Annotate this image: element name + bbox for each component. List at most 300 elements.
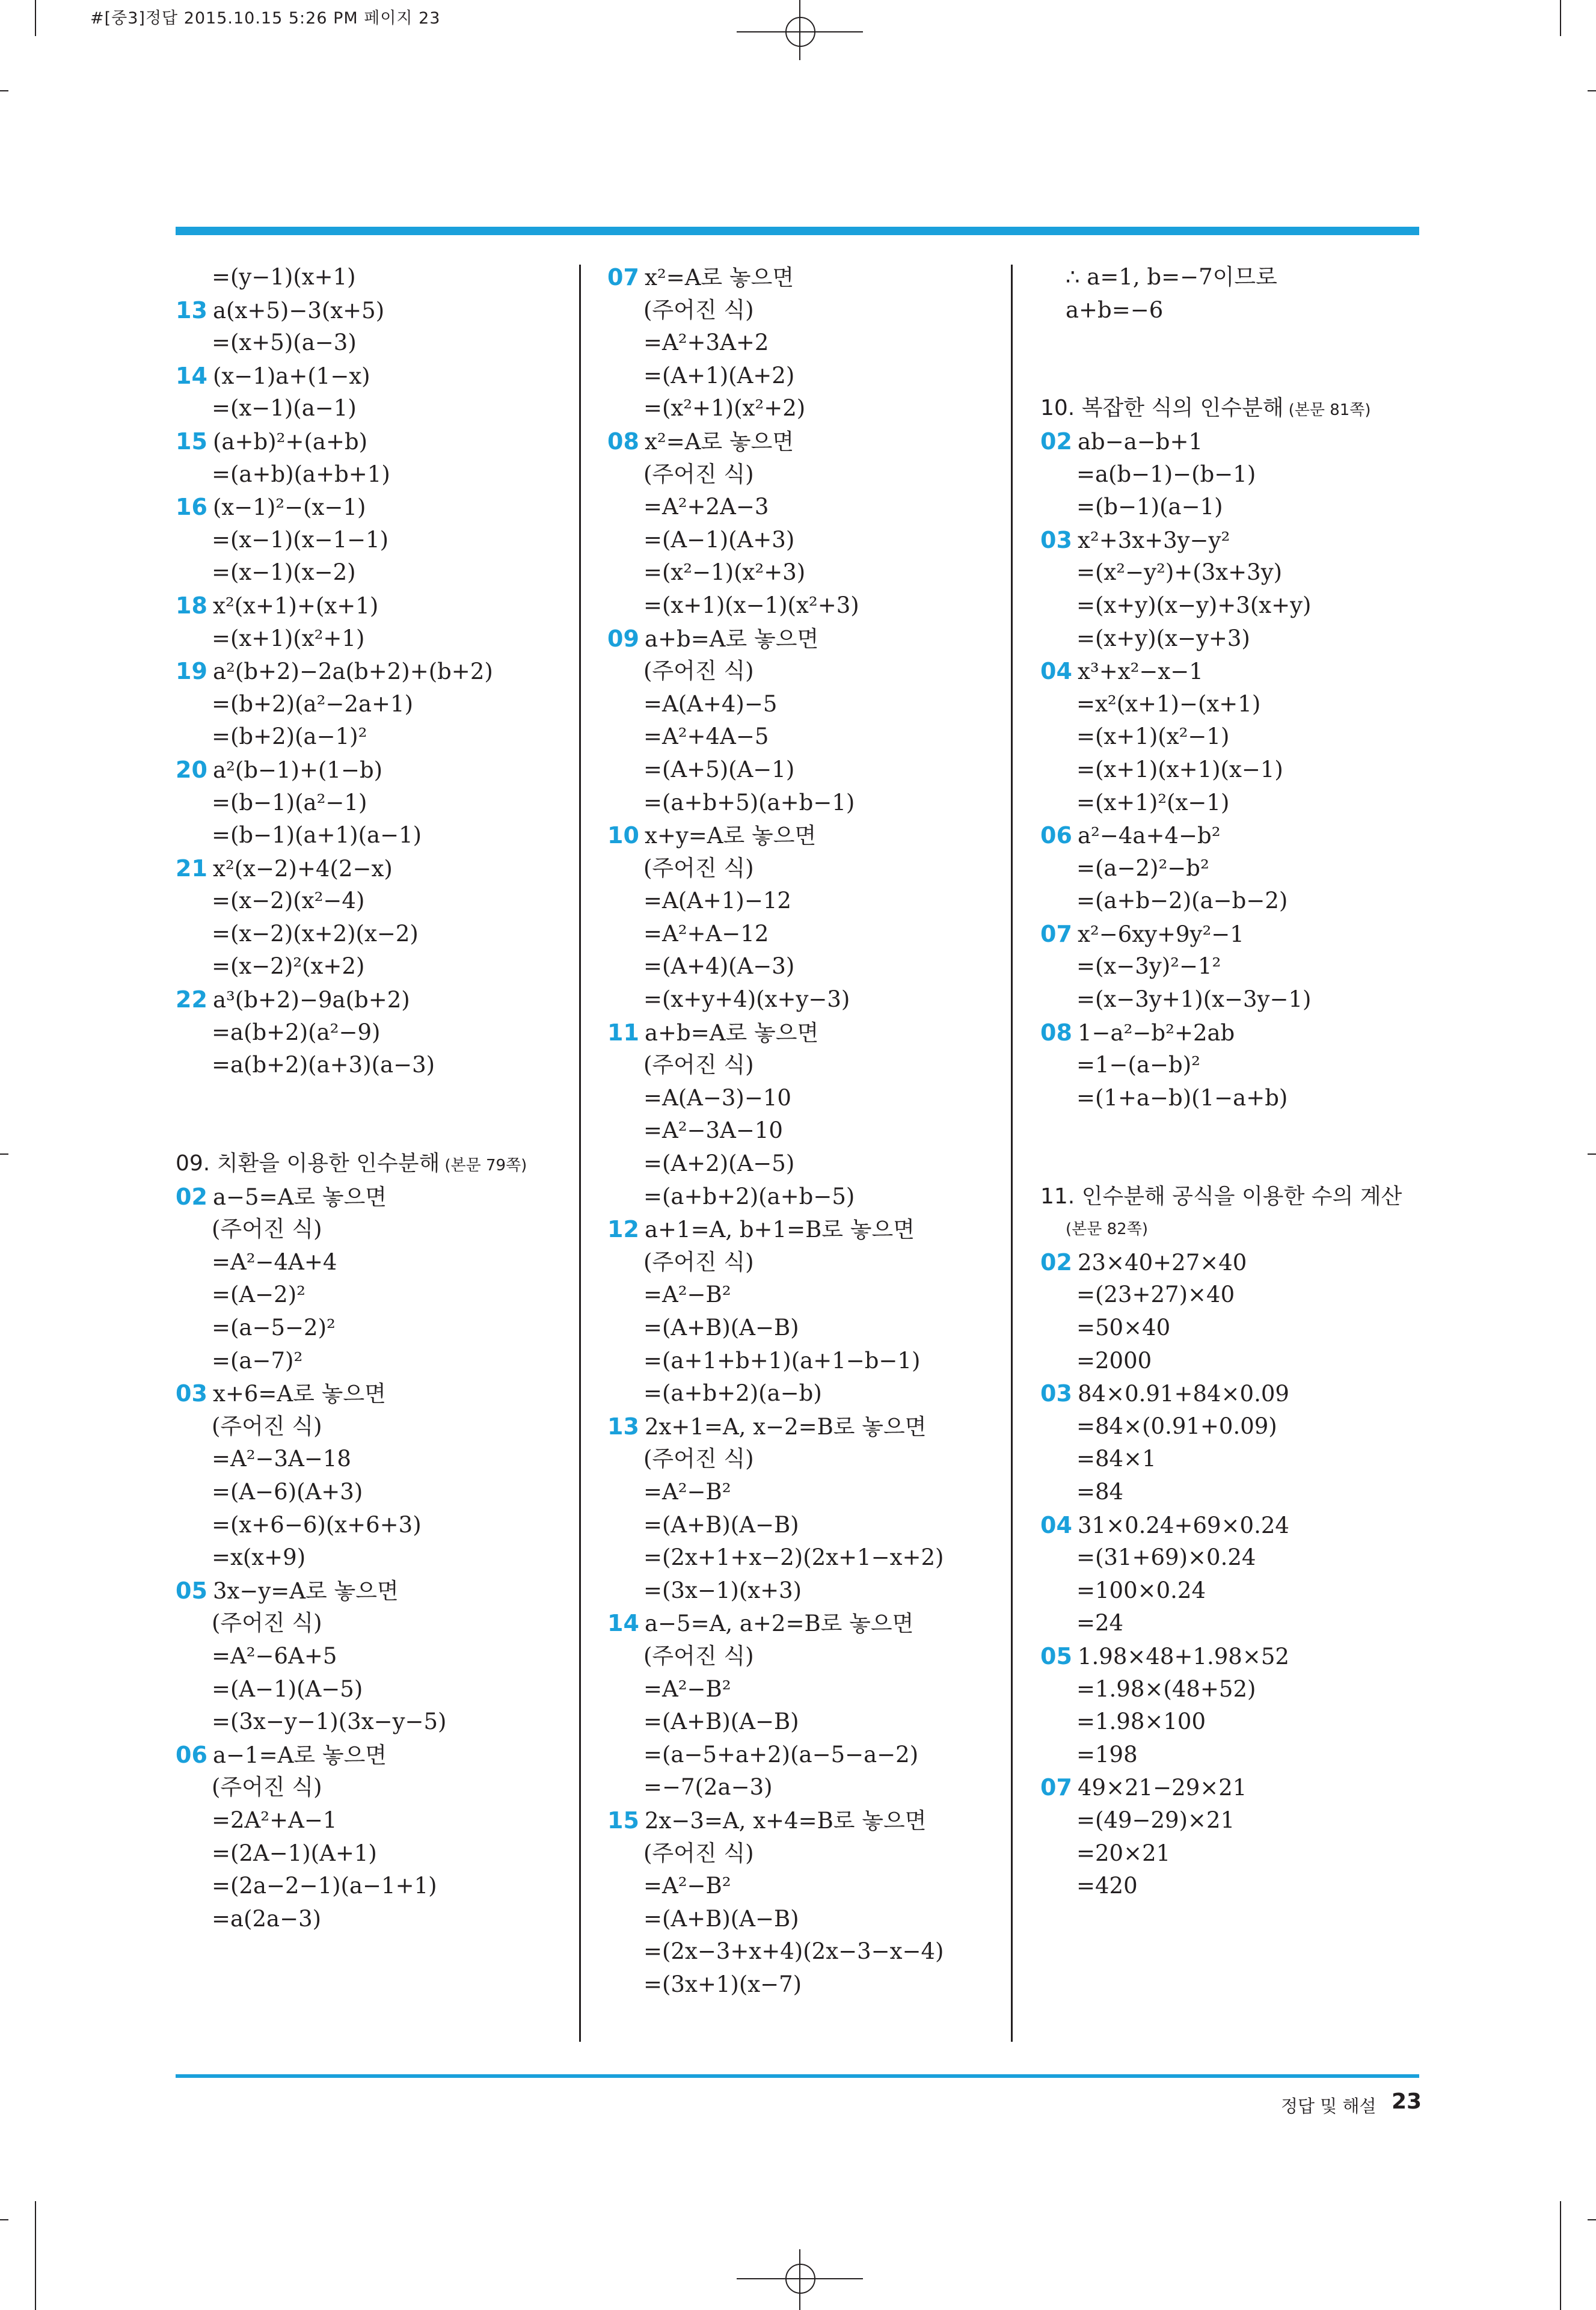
problem-number: 10 (607, 822, 639, 849)
crop-mark-bottom-left (35, 2201, 36, 2310)
solution-step-line (1040, 852, 1431, 885)
section-page-ref: (본문 82쪽) (1066, 1220, 1148, 1239)
crop-mark-top-right (1560, 0, 1561, 36)
math-expression: =(a+b+2)(a−b) (643, 1380, 822, 1407)
problem-number: 18 (176, 592, 207, 619)
math-expression: =A²−3A−10 (643, 1117, 783, 1144)
solution-step-line (1040, 885, 1431, 918)
math-expression: 1.98×48+1.98×52 (1078, 1643, 1289, 1670)
math-expression: =−7(2a−3) (643, 1774, 773, 1801)
solution-step-line (607, 327, 998, 360)
section-heading (1040, 392, 1431, 425)
math-expression: 1−a²−b²+2ab (1078, 1019, 1235, 1046)
solution-step-line (607, 1968, 998, 2001)
solution-step-line (607, 294, 998, 327)
problem-number: 07 (607, 264, 639, 290)
math-expression: =(A−2)² (212, 1282, 305, 1308)
solution-step-line (176, 885, 566, 918)
math-expression: (주어진 식) (643, 855, 754, 881)
math-expression: =A²−B² (643, 1282, 731, 1308)
problem-number: 16 (176, 494, 207, 521)
math-expression: =(b−1)(a−1) (1076, 494, 1223, 520)
math-expression: =(a+b)(a+b+1) (212, 461, 390, 487)
solution-step-line (607, 360, 998, 393)
column-divider-2 (1011, 265, 1013, 2042)
section-page-ref: (본문 79쪽) (444, 1157, 527, 1175)
solution-step-line (607, 1082, 998, 1115)
math-expression: =(2x+1+x−2)(2x+1−x+2) (643, 1544, 944, 1571)
math-expression: (a+b)²+(a+b) (213, 428, 368, 455)
math-expression: (주어진 식) (212, 1774, 322, 1801)
math-expression: =(A+B)(A−B) (643, 1511, 799, 1538)
footer-label: 정답 및 해설 (1281, 2096, 1377, 2116)
solution-step-line (607, 1509, 998, 1542)
math-expression: (주어진 식) (643, 1446, 754, 1472)
solution-step-line (1040, 720, 1431, 754)
math-expression: =(x+6−6)(x+6+3) (212, 1511, 422, 1538)
problem-number: 06 (1040, 822, 1072, 849)
problem-line (607, 1607, 998, 1640)
math-expression: =(x+y)(x−y)+3(x+y) (1076, 592, 1312, 618)
solution-step-line (176, 1804, 566, 1837)
solution-step-line (1040, 1870, 1431, 1903)
solution-step-line (607, 885, 998, 918)
solution-step-line (1040, 1541, 1431, 1574)
math-expression: =(x−3y+1)(x−3y−1) (1076, 986, 1312, 1013)
problem-number: 22 (176, 986, 207, 1013)
solution-step-line (1040, 294, 1431, 327)
solution-step-line (1040, 1837, 1431, 1870)
problem-line (1040, 819, 1431, 852)
math-expression: (주어진 식) (643, 461, 754, 487)
solution-step-line (607, 458, 998, 491)
solution-step-line (607, 655, 998, 688)
math-expression: =A²+2A−3 (643, 494, 769, 520)
problem-number: 07 (1040, 920, 1072, 947)
solution-step-line (176, 261, 566, 294)
math-expression: (주어진 식) (212, 1413, 322, 1439)
math-expression: =(A+B)(A−B) (643, 1905, 799, 1932)
problem-number: 13 (176, 296, 207, 324)
math-expression: (x−1)²−(x−1) (213, 494, 366, 521)
solution-step-line (607, 1181, 998, 1214)
answer-column-2 (607, 261, 998, 2001)
solution-step-line (1040, 458, 1431, 491)
solution-step-line (1040, 1673, 1431, 1706)
math-expression: a+b=A로 놓으면 (645, 625, 819, 652)
solution-step-line (1040, 754, 1431, 787)
solution-step-line (607, 852, 998, 885)
math-expression: =(b−1)(a+1)(a−1) (212, 822, 422, 849)
problem-line (607, 261, 998, 294)
solution-step-line (607, 1476, 998, 1509)
problem-number: 02 (1040, 1249, 1072, 1276)
math-expression: =24 (1076, 1610, 1124, 1636)
solution-step-line (176, 1279, 566, 1312)
math-expression: =84×(0.91+0.09) (1076, 1413, 1277, 1439)
solution-step-line (176, 1312, 566, 1345)
problem-line (607, 1016, 998, 1049)
math-expression: =2000 (1076, 1347, 1152, 1374)
solution-step-line (176, 1049, 566, 1082)
blank-line (176, 1082, 566, 1115)
math-expression: =A²−B² (643, 1676, 731, 1702)
solution-step-line (176, 622, 566, 656)
solution-step-line (176, 1837, 566, 1870)
solution-step-line (607, 1312, 998, 1345)
solution-step-line (1040, 622, 1431, 656)
math-expression: =84 (1076, 1478, 1124, 1505)
solution-step-line (607, 1541, 998, 1574)
solution-step-line (607, 754, 998, 787)
math-expression: x²+3x+3y−y² (1078, 527, 1230, 553)
solution-step-line (607, 1574, 998, 1608)
solution-step-line (607, 1114, 998, 1147)
math-expression: =(49−29)×21 (1076, 1807, 1235, 1833)
solution-step-line (607, 1739, 998, 1772)
math-expression: =(a−2)²−b² (1076, 855, 1209, 881)
solution-step-line (607, 787, 998, 820)
solution-step-line (607, 1246, 998, 1279)
solution-step-line (176, 1213, 566, 1246)
solution-step-line (176, 392, 566, 425)
solution-step-line (176, 787, 566, 820)
math-expression: =a(b+2)(a+3)(a−3) (212, 1052, 435, 1078)
problem-line (176, 655, 566, 688)
solution-step-line (607, 1870, 998, 1903)
math-expression: =(x²+1)(x²+2) (643, 395, 806, 422)
solution-step-line (176, 918, 566, 951)
problem-line (176, 852, 566, 885)
problem-line (607, 425, 998, 458)
math-expression: (주어진 식) (212, 1610, 322, 1636)
math-expression: =(A+5)(A−1) (643, 756, 795, 782)
problem-number: 07 (1040, 1774, 1072, 1801)
solution-step-line (607, 1279, 998, 1312)
math-expression: =a(2a−3) (212, 1905, 322, 1932)
math-expression: =(3x+1)(x−7) (643, 1971, 802, 1997)
problem-line (1040, 918, 1431, 951)
math-expression: =1.98×(48+52) (1076, 1676, 1256, 1702)
problem-number: 03 (1040, 1380, 1072, 1407)
math-expression: x²=A로 놓으면 (645, 265, 794, 290)
problem-number: 20 (176, 756, 207, 783)
math-expression: =(x−2)(x+2)(x−2) (212, 920, 419, 947)
problem-line (1040, 1377, 1431, 1410)
problem-number: 03 (1040, 526, 1072, 553)
solution-step-line (1040, 556, 1431, 589)
solution-step-line (176, 950, 566, 983)
math-expression: a²−4a+4−b² (1078, 823, 1221, 849)
math-expression: =(a−5+a+2)(a−5−a−2) (643, 1741, 919, 1768)
solution-step-line (1040, 1739, 1431, 1772)
problem-line (1040, 524, 1431, 557)
math-expression: =A(A−3)−10 (643, 1084, 791, 1111)
math-expression: x+6=A로 놓으면 (213, 1381, 386, 1407)
problem-number: 06 (176, 1741, 207, 1768)
math-expression: =100×0.24 (1076, 1577, 1206, 1603)
problem-number: 15 (176, 428, 207, 455)
math-expression: (주어진 식) (643, 1840, 754, 1866)
solution-step-line (1040, 1476, 1431, 1509)
blank-line (1040, 1147, 1431, 1181)
crop-mark-mid-left (0, 1153, 8, 1155)
math-expression: =(1+a−b)(1−a+b) (1076, 1084, 1288, 1111)
math-expression: x²=A로 놓으면 (645, 428, 794, 455)
solution-step-line (607, 556, 998, 589)
math-expression: =(x+y+4)(x+y−3) (643, 986, 850, 1013)
math-expression: =(x+1)²(x−1) (1076, 789, 1230, 816)
solution-step-line (607, 1640, 998, 1673)
solution-step-line (176, 1509, 566, 1542)
solution-step-line (1040, 1443, 1431, 1476)
math-expression: =(2A−1)(A+1) (212, 1840, 377, 1866)
math-expression: a(x+5)−3(x+5) (213, 297, 385, 324)
solution-step-line (1040, 1804, 1431, 1837)
math-expression: a+b=−6 (1066, 296, 1164, 323)
math-expression: =(x+1)(x²−1) (1076, 723, 1230, 750)
problem-line (1040, 1509, 1431, 1542)
solution-step-line (176, 1476, 566, 1509)
problem-number: 04 (1040, 1511, 1072, 1538)
solution-step-line (1040, 1082, 1431, 1115)
solution-step-line (1040, 261, 1431, 294)
math-expression: 49×21−29×21 (1078, 1775, 1247, 1801)
math-expression: x+y=A로 놓으면 (645, 823, 817, 849)
math-expression: =(x−3y)²−1² (1076, 953, 1221, 980)
solution-step-line (176, 327, 566, 360)
solution-step-line (176, 1443, 566, 1476)
math-expression: =(a+b−2)(a−b−2) (1076, 888, 1288, 914)
math-expression: a−1=A로 놓으면 (213, 1742, 387, 1768)
math-expression: =x²(x+1)−(x+1) (1076, 690, 1261, 717)
math-expression: =(x+5)(a−3) (212, 330, 357, 356)
math-expression: =(x−2)²(x+2) (212, 953, 365, 980)
math-expression: (주어진 식) (643, 1642, 754, 1669)
math-expression: 3x−y=A로 놓으면 (213, 1577, 399, 1604)
solution-step-line (607, 1706, 998, 1739)
problem-line (176, 491, 566, 524)
math-expression: =(A−1)(A+3) (643, 526, 795, 553)
problem-line (176, 1739, 566, 1772)
solution-step-line (176, 1673, 566, 1706)
solution-step-line (607, 1443, 998, 1476)
crop-mark-bottom-left-h (0, 2219, 8, 2220)
problem-number: 05 (1040, 1642, 1072, 1670)
math-expression: a−5=A로 놓으면 (213, 1184, 387, 1210)
problem-line (607, 1213, 998, 1246)
math-expression: =A²+4A−5 (643, 723, 769, 750)
solution-step-line (1040, 983, 1431, 1016)
math-expression: a²(b+2)−2a(b+2)+(b+2) (213, 659, 493, 685)
problem-number: 11 (607, 1019, 639, 1046)
solution-step-line (607, 1673, 998, 1706)
solution-step-line (176, 1640, 566, 1673)
solution-step-line (1040, 1345, 1431, 1378)
problem-number: 09 (607, 625, 639, 652)
math-expression: =x(x+9) (212, 1544, 306, 1571)
math-expression: =A(A+4)−5 (643, 690, 778, 717)
solution-step-line (1040, 688, 1431, 721)
math-expression: =2A²+A−1 (212, 1807, 337, 1833)
solution-step-line (176, 1345, 566, 1378)
math-expression: =(x²−1)(x²+3) (643, 559, 806, 586)
crop-mark-bottom-right-h (1588, 2219, 1596, 2220)
problem-number: 04 (1040, 658, 1072, 685)
solution-step-line (176, 720, 566, 754)
math-expression: =a(b−1)−(b−1) (1076, 461, 1256, 487)
solution-step-line (176, 556, 566, 589)
math-expression: =(b−1)(a²−1) (212, 789, 367, 816)
problem-number: 08 (1040, 1019, 1072, 1046)
math-expression: =(a+b+5)(a+b−1) (643, 789, 855, 816)
solution-step-line (1040, 1706, 1431, 1739)
math-expression: =(A+4)(A−3) (643, 953, 795, 980)
section-title: 11. 인수분해 공식을 이용한 수의 계산 (1040, 1184, 1402, 1209)
problem-number: 05 (176, 1577, 207, 1604)
problem-line (1040, 655, 1431, 688)
solution-step-line (1040, 1410, 1431, 1443)
math-expression: (주어진 식) (212, 1216, 322, 1243)
solution-step-line (607, 720, 998, 754)
math-expression: =A²−6A+5 (212, 1642, 337, 1669)
solution-step-line (1040, 1574, 1431, 1608)
problem-line (176, 1574, 566, 1608)
solution-step-line (607, 950, 998, 983)
math-expression: x²(x−2)+4(2−x) (213, 855, 393, 882)
problem-number: 13 (607, 1413, 639, 1440)
math-expression: =1−(a−b)² (1076, 1052, 1200, 1078)
section-heading (176, 1147, 566, 1181)
math-expression: =(a−5−2)² (212, 1315, 336, 1341)
section-page-ref: (본문 81쪽) (1288, 401, 1371, 420)
solution-step-line (607, 1935, 998, 1968)
solution-step-line (1040, 1607, 1431, 1640)
math-expression: =(x−1)(x−2) (212, 559, 356, 586)
math-expression: =(y−1)(x+1) (212, 264, 356, 290)
math-expression: a+1=A, b+1=B로 놓으면 (645, 1217, 915, 1243)
problem-number: 15 (607, 1807, 639, 1834)
math-expression: =198 (1076, 1741, 1138, 1768)
solution-step-line (176, 458, 566, 491)
math-expression: =(A+1)(A+2) (643, 362, 795, 389)
math-expression: =(x−1)(a−1) (212, 395, 357, 422)
solution-step-line (176, 1607, 566, 1640)
math-expression: =(x²−y²)+(3x+3y) (1076, 559, 1283, 586)
math-expression: x²(x+1)+(x+1) (213, 592, 379, 619)
problem-line (176, 983, 566, 1016)
problem-line (176, 1377, 566, 1410)
section-title: 09. 치환을 이용한 인수분해 (176, 1151, 440, 1176)
problem-number: 14 (607, 1610, 639, 1637)
page-number: 23 (1392, 2089, 1422, 2114)
problem-line (1040, 1246, 1431, 1279)
math-expression: =A²−B² (643, 1478, 731, 1505)
answer-column-3 (1040, 261, 1431, 1903)
math-expression: =(A+B)(A−B) (643, 1315, 799, 1341)
problem-number: 19 (176, 658, 207, 685)
math-expression: ∴ a=1, b=−7이므로 (1066, 264, 1277, 290)
math-expression: =(23+27)×40 (1076, 1282, 1235, 1308)
solution-step-line (607, 1377, 998, 1410)
math-expression: =(x+1)(x−1)(x²+3) (643, 592, 859, 618)
crop-mark-bottom-right (1560, 2201, 1561, 2310)
math-expression: =50×40 (1076, 1315, 1171, 1341)
solution-step-line (176, 1541, 566, 1574)
solution-step-line (1040, 1049, 1431, 1082)
solution-step-line (176, 1706, 566, 1739)
math-expression: =A²−B² (643, 1873, 731, 1899)
solution-step-line (607, 1903, 998, 1936)
solution-step-line (176, 688, 566, 721)
print-header-line: #[중3]정답 2015.10.15 5:26 PM 페이지 23 (90, 9, 441, 28)
problem-line (607, 622, 998, 656)
crop-mark-mid-right (1588, 1153, 1596, 1155)
solution-step-line (607, 918, 998, 951)
column-divider-1 (579, 265, 581, 2042)
solution-step-line (1040, 589, 1431, 622)
problem-line (176, 754, 566, 787)
math-expression: =84×1 (1076, 1446, 1156, 1472)
math-expression: =A²−4A+4 (212, 1249, 337, 1275)
problem-line (607, 1804, 998, 1837)
crop-mark-top-right-h (1588, 90, 1596, 91)
registration-circle-top (785, 17, 815, 47)
math-expression: =(a+b+2)(a+b−5) (643, 1183, 855, 1209)
problem-line (607, 819, 998, 852)
problem-number: 14 (176, 362, 207, 389)
math-expression: =(x+y)(x−y+3) (1076, 625, 1250, 651)
math-expression: =(a−7)² (212, 1347, 303, 1374)
problem-number: 02 (1040, 428, 1072, 455)
blank-line (176, 1114, 566, 1147)
math-expression: =(x+1)(x²+1) (212, 625, 365, 651)
math-expression: =A²−3A−18 (212, 1446, 351, 1472)
math-expression: x²−6xy+9y²−1 (1078, 921, 1244, 947)
math-expression: =(31+69)×0.24 (1076, 1544, 1256, 1571)
problem-line (176, 294, 566, 327)
solution-step-line (607, 491, 998, 524)
solution-step-line (1040, 1312, 1431, 1345)
math-expression: =(x+1)(x+1)(x−1) (1076, 756, 1283, 782)
solution-step-line (176, 524, 566, 557)
problem-line (1040, 425, 1431, 458)
math-expression: =(b+2)(a²−2a+1) (212, 690, 414, 717)
solution-step-line (607, 1049, 998, 1082)
math-expression: =(2x−3+x+4)(2x−3−x−4) (643, 1938, 944, 1965)
solution-step-line (176, 1016, 566, 1049)
math-expression: =(3x−y−1)(3x−y−5) (212, 1709, 447, 1735)
math-expression: =(3x−1)(x+3) (643, 1577, 802, 1603)
section-heading (1040, 1181, 1431, 1214)
solution-step-line (607, 983, 998, 1016)
solution-step-line (176, 1903, 566, 1936)
solution-step-line (1040, 950, 1431, 983)
problem-number: 21 (176, 855, 207, 882)
math-expression: (x−1)a+(1−x) (213, 363, 370, 389)
math-expression: ab−a−b+1 (1078, 428, 1203, 455)
solution-step-line (1040, 1279, 1431, 1312)
blank-line (1040, 1114, 1431, 1147)
math-expression: =A²+3A+2 (643, 330, 769, 356)
solution-step-line (176, 1870, 566, 1903)
problem-line (1040, 1640, 1431, 1673)
math-expression: 23×40+27×40 (1078, 1249, 1247, 1276)
solution-step-line (176, 1771, 566, 1804)
solution-step-line (607, 392, 998, 425)
blank-line (1040, 327, 1431, 360)
solution-step-line (176, 819, 566, 852)
